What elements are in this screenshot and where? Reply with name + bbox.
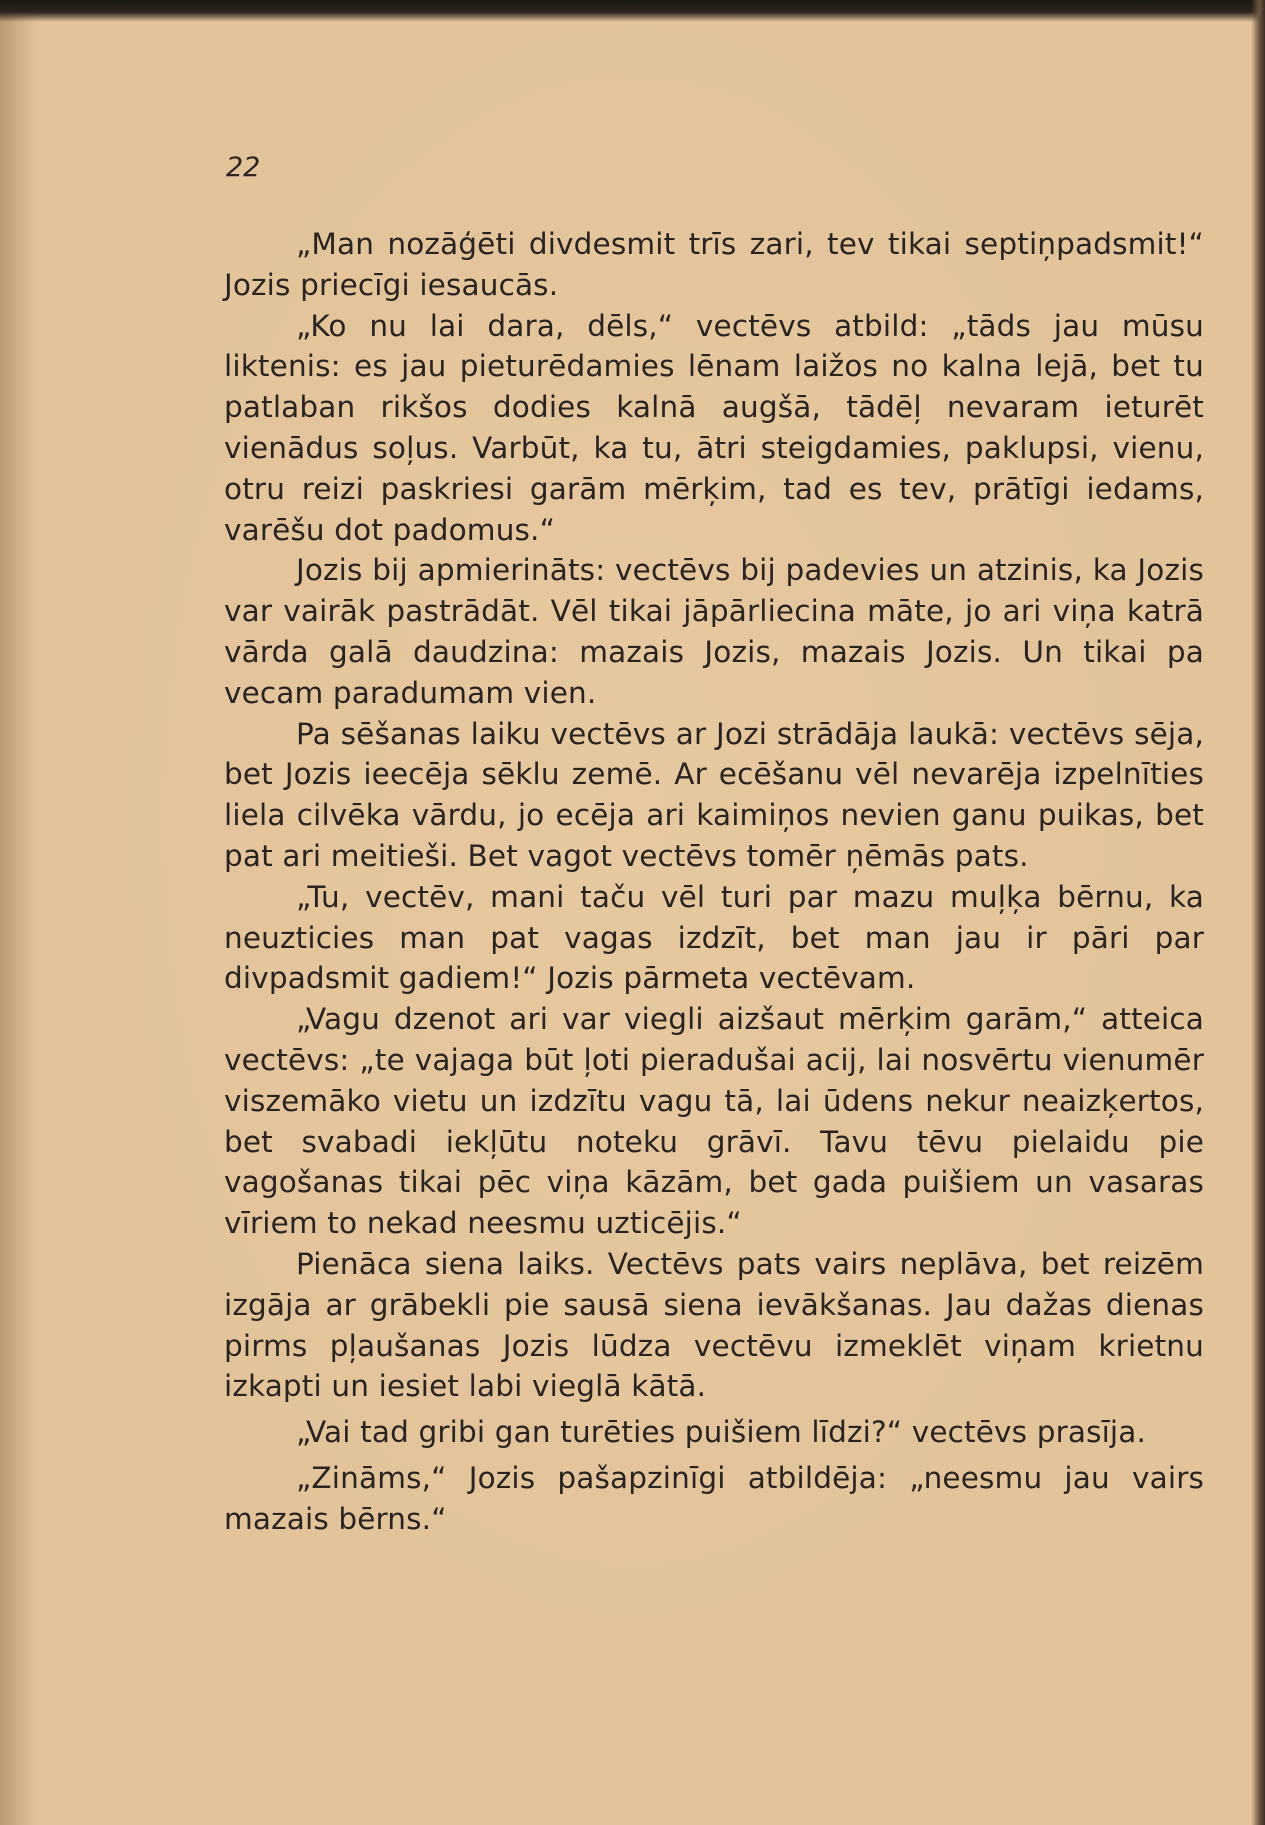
- paragraph-5: „Tu, vectēv, mani taču vēl turi par mazu muļķa bērnu, ka neuzticies man pat vagas izdzīt, bet man jau ir pāri par divpadsmit gadiem!“ Jozis pārmeta vectēvam.: [224, 879, 1204, 996]
- paragraph-8: „Vai tad gribi gan turēties puišiem līdzi?“ vectēvs prasīja.: [296, 1415, 1147, 1450]
- page-gutter-shadow: [0, 0, 32, 1825]
- paragraph-9: „Zināms,“ Jozis pašapzinīgi atbildēja: „neesmu jau vairs mazais bērns.“: [224, 1460, 1204, 1536]
- page-right-edge: [1251, 0, 1265, 1825]
- page-top-edge: [0, 0, 1265, 22]
- paragraph-1: „Man nozāģēti divdesmit trīs zari, tev tikai septiņpadsmit!“ Jozis priecīgi iesaucās.: [224, 227, 1204, 302]
- paragraph-4: Pa sēšanas laiku vectēvs ar Jozi strādāja laukā: vectēvs sēja, bet Jozis ieecēja sēklu zemē. Ar ecēšanu vēl nevarēja izpelnīties liela cilvēka vārdu, jo ecēja ari kaimiņos nevien ganu puikas, bet pat ari meitieši. Bet vagot vectēvs tomēr ņēmās pats.: [224, 716, 1204, 873]
- paragraph-6: „Vagu dzenot ari var viegli aizšaut mērķim garām,“ atteica vectēvs: „te vajaga būt ļoti pieradušai acij, lai nosvērtu vienumēr viszemāko vietu un izdzītu vagu tā, lai ūdens nekur neaizķertos, bet svabadi iekļūtu noteku grāvī. Tavu tēvu pielaidu pie vagošanas tikai pēc viņa kāzām, bet gada puišiem un vasaras vīriem to nekad neesmu uzticējis.“: [224, 1002, 1204, 1241]
- paragraph-3: Jozis bij apmierināts: vectēvs bij padevies un atzinis, ka Jozis var vairāk pastrādāt. Vēl tikai jāpārliecina māte, jo ari viņa katrā vārda galā daudzina: mazais Jozis, mazais Jozis. Un tikai pa vecam paradumam vien.: [224, 553, 1204, 710]
- paragraph-2: „Ko nu lai dara, dēls,“ vectēvs atbild: „tāds jau mūsu liktenis: es jau pieturēdamies lēnam laižos no kalna lejā, bet tu patlaban rikšos dodies kalnā augšā, tādēļ nevaram ieturēt vienādus soļus. Varbūt, ka tu, ātri steigdamies, paklupsi, vienu, otru reizi paskriesi garām mērķim, tad es tev, prātīgi iedams, varēšu dot padomus.“: [224, 308, 1204, 547]
- page-number: 22: [226, 152, 261, 183]
- paragraph-7: Pienāca siena laiks. Vectēvs pats vairs neplāva, bet reizēm izgāja ar grābekli pie sausā siena ievākšanas. Jau dažas dienas pirms pļaušanas Jozis lūdza vectēvu izmeklēt viņam krietnu izkapti un iesiet labi vieglā kātā.: [224, 1246, 1204, 1404]
- body-text: [224, 224, 1204, 1540]
